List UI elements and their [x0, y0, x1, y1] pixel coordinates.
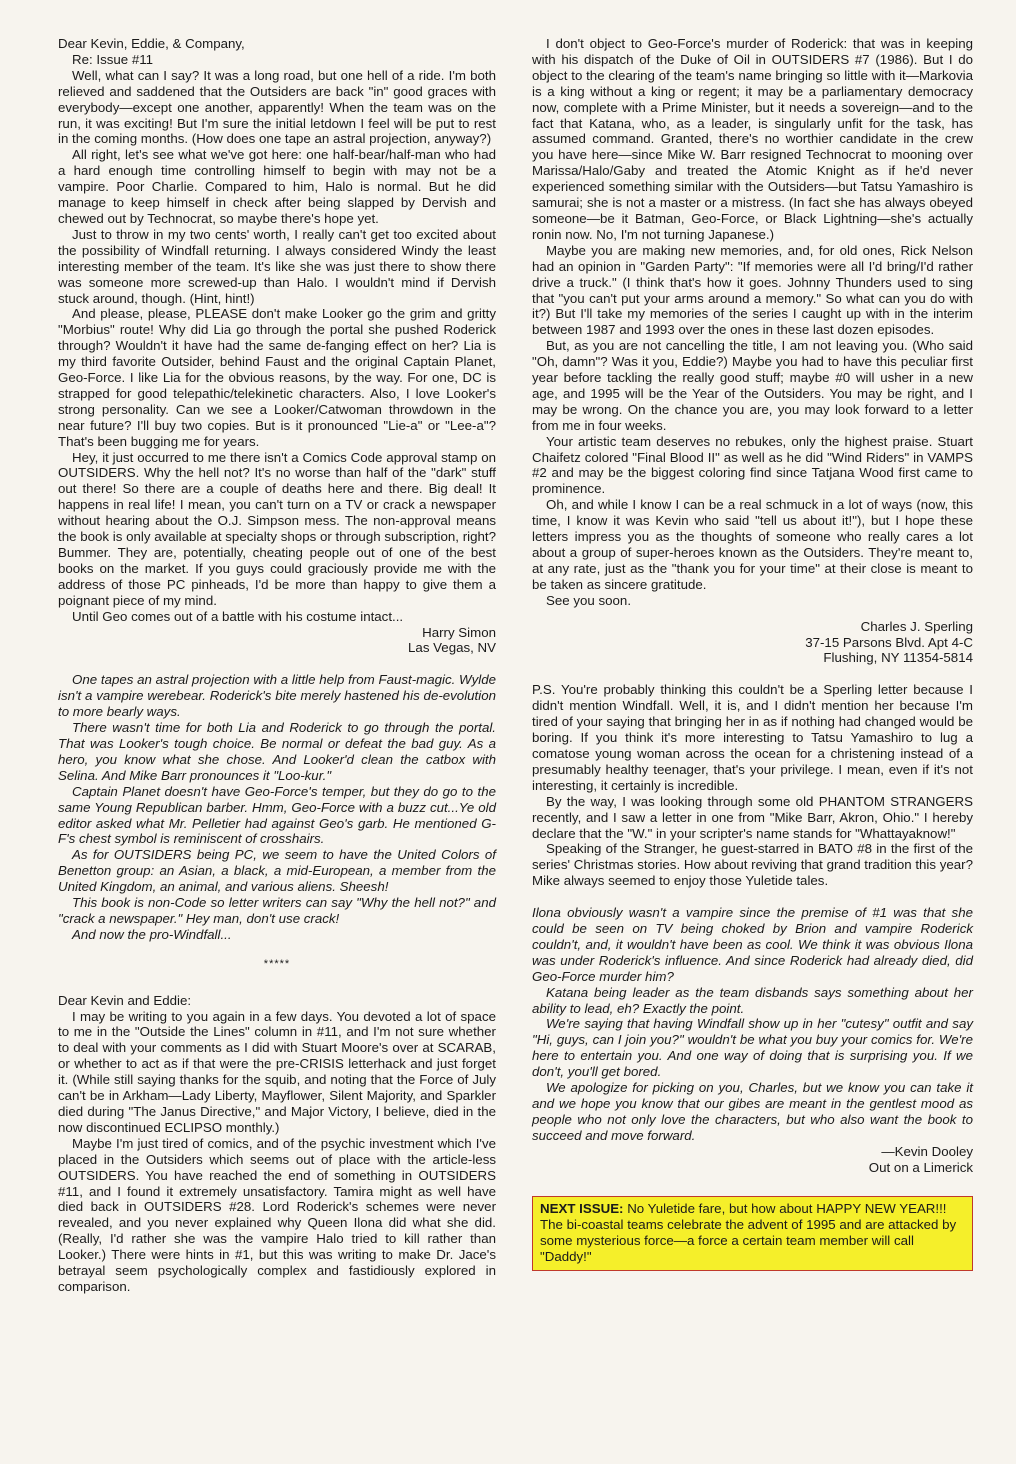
letter-paragraph: Well, what can I say? It was a long road, but one hell of a ride. I'm both relieved and saddened that the Outsiders are back "in" good graces with everybody—except one another, apparently! When the team was on the run, it was exciting! But I'm sure the initial letdown I feel will be put to rest in the coming months. (How does one tape an astral projection, anyway?) [58, 67, 496, 147]
letter-paragraph: All right, let's see what we've got here: one half-bear/half-man who had a hard enough time controlling himself to begin with may not be a vampire. Poor Charlie. Compared to him, Halo is normal. But he did manage to keep himself in check after being slapped by Dervish and chewed out by Technocrat, so maybe there's hope yet. [58, 147, 496, 226]
reply-paragraph: Captain Planet doesn't have Geo-Force's temper, but they do go to the same Young Republican barber. Hmm, Geo-Force with a buzz cut...Ye old editor asked what Mr. Pelletier had against Geo's garb. He mentioned G-F's chest symbol is reminiscent of crosshairs. [58, 783, 496, 847]
reply-paragraph: One tapes an astral projection with a little help from Faust-magic. Wylde isn't a vampire werebear. Roderick's bite merely hastened his de-evolution to more bearly ways. [58, 672, 496, 720]
signature-city: Flushing, NY 11354-5814 [823, 650, 973, 666]
postscript-paragraph: By the way, I was looking through some old PHANTOM STRANGERS recently, and I saw a letter in one from "Mike Barr, Akron, Ohio." I hereby declare that the "W." in your scripter's name stands for "Whattayaknow!" [532, 793, 973, 841]
reply-paragraph: And now the pro-Windfall... [72, 926, 232, 942]
signature-location: Las Vegas, NV [408, 640, 496, 656]
letter-charles-sperling-part1 [58, 993, 496, 1295]
reply-paragraph: As for OUTSIDERS being PC, we seem to have the United Colors of Benetton group: an Asian, a black, a mid-European, a member from the United Kingdom, an animal, and various aliens. Sheesh! [58, 847, 496, 895]
editor-reply-2 [532, 905, 973, 1175]
letter-paragraph: And please, please, PLEASE don't make Looker go the grim and gritty "Morbius" route! Why did Lia go through the portal she pushed Roderick through? Wouldn't it have had the same de-fanging effect on her? Lia is my third favorite Outsider, behind Faust and the original Captain Planet, Geo-Force. I like Lia for the obvious reasons, by the way. For one, DC is strapped for good telepathic/telekinetic characters. Also, I love Looker's strong personality. Can we see a Looker/Catwoman throwdown in the near future? I'll buy two copies. But is it pronounced "Lie-a" or "Lee-a"? That's been bugging me for years. [58, 306, 496, 449]
reply-paragraph: Ilona obviously wasn't a vampire since the premise of #1 was that she could be seen on TV being choked by Brion and vampire Roderick couldn't, and, it wouldn't have been as cool. We think it was obvious Ilona was under Roderick's influence. And since Roderick had already died, did Geo-Force murder him? [532, 905, 973, 984]
letter-paragraph: I don't object to Geo-Force's murder of Roderick: that was in keeping with his dispatch of the Duke of Oil in OUTSIDERS #7 (1986). But I do object to the clearing of the team's name bringing so little with it—Markovia is a king without a king or regent; it may be a parliamentary democracy now, complete with a Prime Minister, but it needs a sovereign—and to the fact that Katana, who, as a leader, is singularly unfit for the task, has assumed command. Granted, there's no worthier candidate in the crew you have here—since Mike W. Barr resigned Technocrat to mooning over Marissa/Halo/Gaby and treated the Atomic Knight as if he'd never experienced something similar with the Outsiders—but Tatsu Yamashiro is samurai; she is not a master or a mistress. (In fact she has always obeyed someone—be it Batman, Geo-Force, or Black Lightning—she's actually ronin now. No, I'm not turning Japanese.) [532, 36, 973, 242]
reply-paragraph: We apologize for picking on you, Charles, but we know you can take it and we hope you know that our gibes are meant in the gentlest mood as people who not only love the characters, but who also want the book to succeed and move forward. [532, 1080, 973, 1143]
reply-paragraph: There wasn't time for both Lia and Roderick to go through the portal. That was Looker's tough choice. Be normal or defeat the bad guy. As a hero, you know what she chose. And Looker'd clean the catbox with Selina. And Mike Barr pronounces it "Loo-kur." [58, 720, 496, 783]
section-separator: ***** [263, 957, 291, 970]
letter-charles-sperling-part2 [532, 36, 973, 889]
signature-tagline: Out on a Limerick [868, 1159, 973, 1175]
signature-name: —Kevin Dooley [881, 1143, 973, 1159]
letter-paragraph: But, as you are not cancelling the title, I am not leaving you. (Who said "Oh, damn"? Was it you, Eddie?) Maybe you had to have this peculiar first year before tackling the really good stuff; maybe #0 will usher in a new age, and 1995 will be the Year of the Outsiders. You may be right, and I may be wrong. On the chance you are, you may look forward to a letter from me in four weeks. [532, 338, 973, 433]
next-issue-label: NEXT ISSUE: [540, 1200, 624, 1216]
letter-re-line: Re: Issue #11 [72, 51, 154, 67]
left-column [58, 36, 496, 1295]
letter-salutation: Dear Kevin, Eddie, & Company, [58, 36, 245, 51]
letter-paragraph: Your artistic team deserves no rebukes, only the highest praise. Stuart Chaifetz colored "Final Blood II" as well as he did "Wind Riders" in VAMPS #2 and may be the biggest coloring find since Tatjana Wood first came to prominence. [532, 433, 973, 497]
letter-paragraph: See you soon. [546, 592, 632, 608]
right-column [532, 36, 973, 1271]
letter-paragraph: Oh, and while I know I can be a real schmuck in a lot of ways (now, this time, I know it was Kevin who said "tell us about it!"), but I hope these letters impress you as the thoughts of someone who really cares a lot about a group of super-heroes known as the Outsiders. They're meant to, at any rate, just as the "thank you for your time" at their close is meant to be taken as sincere gratitude. [532, 497, 973, 592]
letter-paragraph: I may be writing to you again in a few days. You devoted a lot of space to me in the "Outside the Lines" column in #11, and I'm not sure whether to deal with your comments as I did with Stuart Moore's over at SCARAB, or whether to act as if that were the pre-CRISIS letterhack and just forget it. (While still saying thanks for the squib, and noting that the Force of July can't be in Arkham—Lady Liberty, Mayflower, Silent Majority, and Sparkler died during "The Janus Directive," and Major Victory, I believe, died in the now discontinued ECLIPSO monthly.) [58, 1008, 496, 1135]
signature-address: 37-15 Parsons Blvd. Apt 4-C [805, 634, 973, 650]
next-issue-text: No Yuletide fare, but how about HAPPY NEW YEAR!!! The bi-coastal teams celebrate the advent of 1995 and are attacked by some mysterious force—a force a certain team member will call "Daddy!" [540, 1200, 957, 1264]
signature-name: Harry Simon [422, 624, 496, 640]
reply-paragraph: This book is non-Code so letter writers can say "Why the hell not?" and "crack a newspaper." Hey man, don't use crack! [58, 895, 496, 926]
postscript-paragraph: Speaking of the Stranger, he guest-starred in BATO #8 in the first of the series' Christmas stories. How about reviving that grand tradition this year? Mike always seemed to enjoy those Yuletide tales. [532, 841, 973, 889]
letter-paragraph: Until Geo comes out of a battle with his costume intact... [72, 608, 404, 624]
reply-paragraph: Katana being leader as the team disbands says something about her ability to lead, eh? Exactly the point. [532, 984, 973, 1016]
editor-reply-1 [58, 672, 496, 942]
postscript-paragraph: P.S. You're probably thinking this couldn't be a Sperling letter because I didn't mention Windfall. Well, it is, and I didn't mention her because I'm tired of your saying that bringing her in as if nothing had changed would be boring. If you think it's more interesting to Tatsu Yamashiro to lug a comatose young woman across the ocean for a christening instead of a presumably healthy teenager, that's your privilege. I mean, even if it's not interesting, it certainly is incredible. [532, 682, 973, 793]
letter-paragraph: Just to throw in my two cents' worth, I really can't get too excited about the possibility of Windfall returning. I always considered Windy the least interesting member of the team. It's like she was just there to show there was someone more screwed-up than Halo. I wouldn't mind if Dervish stuck around, though. (Hint, hint!) [58, 226, 496, 306]
letter-paragraph: Maybe I'm just tired of comics, and of the psychic investment which I've placed in the Outsiders which seems out of place with the article-less OUTSIDERS. You have reached the end of something in OUTSIDERS #11, and I found it extremely unsatisfactory. Tamira might as well have died back in OUTSIDERS #28. Lord Roderick's schemes were never revealed, and you never explained why Queen Ilona did what she did. (Really, I'd rather she was the vampire Halo tried to kill rather than Looker.) There were hints in #1, but this was writing to make Dr. Jace's betrayal seem psychologically complex and fastidiously explored in comparison. [58, 1135, 496, 1294]
letter-paragraph: Hey, it just occurred to me there isn't a Comics Code approval stamp on OUTSIDERS. Why the hell not? It's no worse than half of the "dark" stuff out there! So there are a couple of deaths here and there. Big deal! It happens in real life! I mean, you can't turn on a TV or crack a newspaper without hearing about the O.J. Simpson mess. The non-approval means the book is only available at specialty shops or through subscription, right? Bummer. They are, potentially, cheating people out of one of the best books on the market. If you guys could graciously provide me with the address of those PC pinheads, I'd be more than happy to give them a poignant piece of my mind. [58, 449, 496, 608]
letter-paragraph: Maybe you are making new memories, and, for old ones, Rick Nelson had an opinion in "Garden Party": "If memories were all I'd bring/I'd rather drive a truck." (I think that's how it goes. Johnny Thunders used to sing that "you can't put your arms around a memory." So what can you do with it?) But I'll take my memories of the series I caught up with in the interim between 1987 and 1993 over the ones in these last dozen episodes. [532, 242, 973, 338]
next-issue-box [532, 1196, 973, 1271]
signature-name: Charles J. Sperling [860, 618, 973, 634]
reply-paragraph: We're saying that having Windfall show up in her "cutesy" outfit and say "Hi, guys, can I join you?" wouldn't be what you buy your comics for. We're here to entertain you. And one way of doing that is surprising you. If we don't, you'll get bored. [532, 1016, 973, 1080]
letter-salutation: Dear Kevin and Eddie: [58, 992, 192, 1008]
letter-harry-simon [58, 36, 496, 656]
